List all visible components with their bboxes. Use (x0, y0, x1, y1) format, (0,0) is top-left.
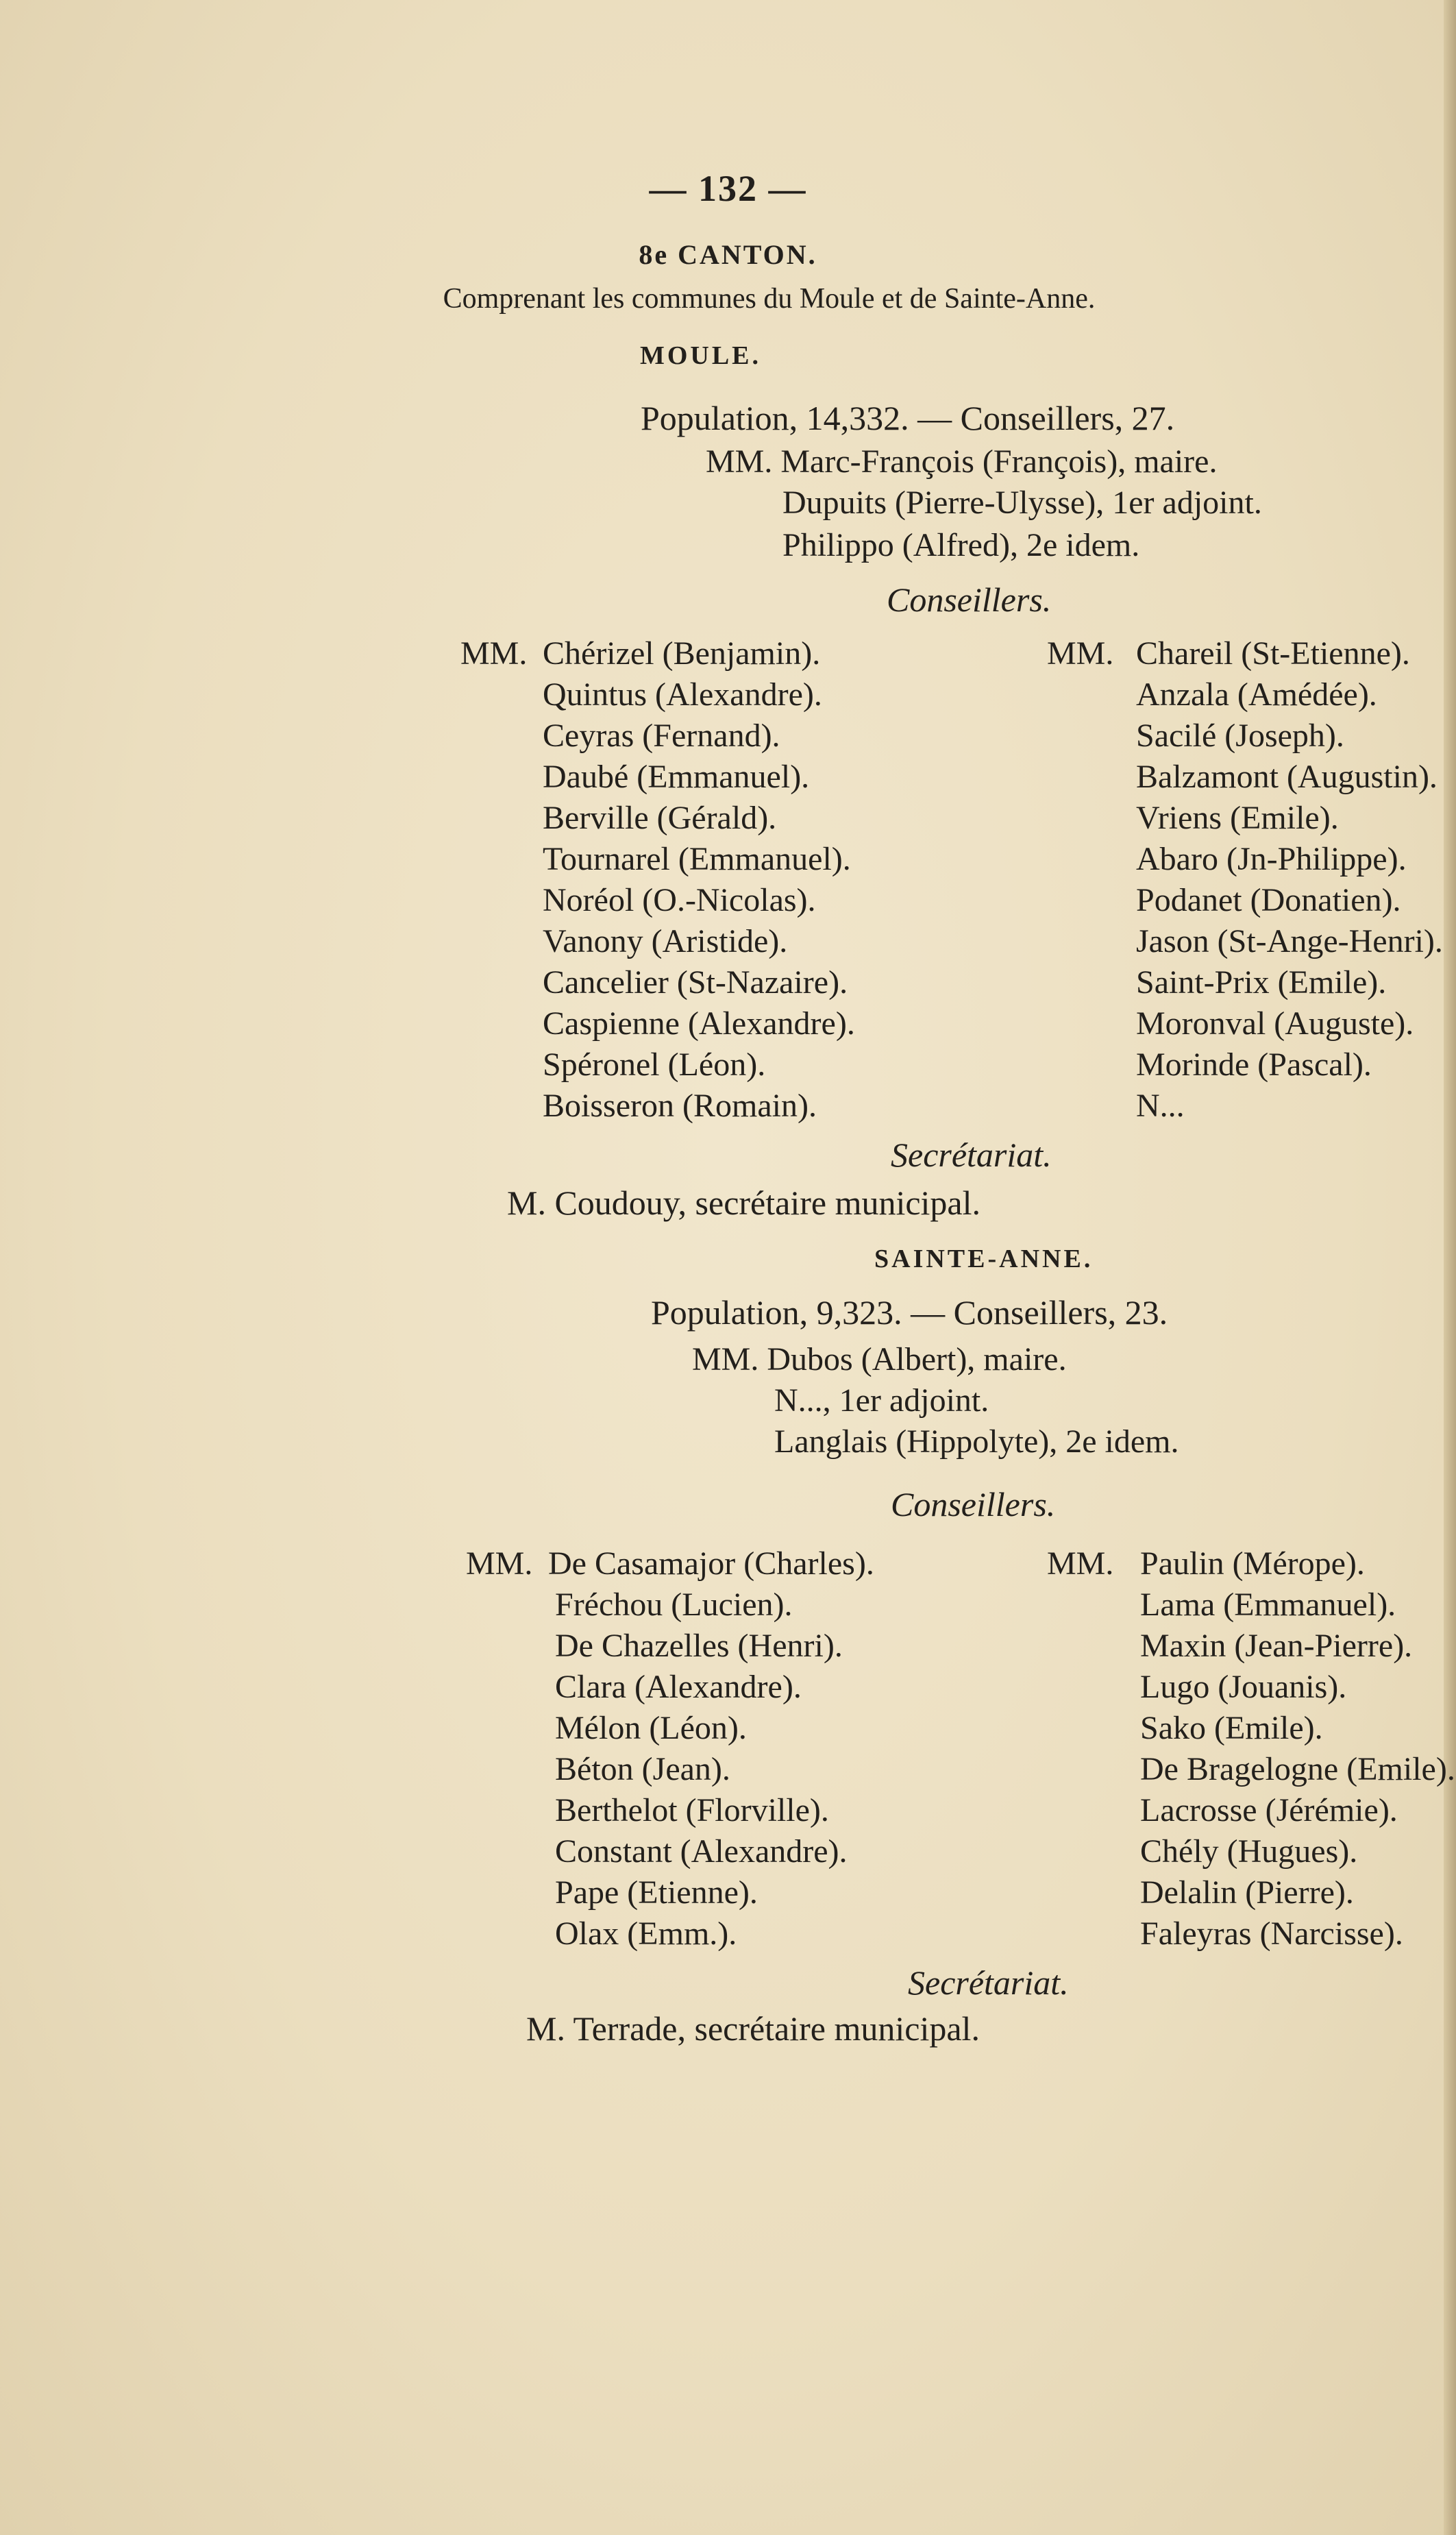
sainte-anne-left-01: De Casamajor (Charles). (548, 1545, 874, 1582)
sainte-anne-officer-maire: MM. Dubos (Albert), maire. (692, 1341, 1067, 1377)
moule-left-08: Vanony (Aristide). (543, 923, 788, 959)
sainte-anne-left-04: Clara (Alexandre). (555, 1669, 802, 1705)
moule-officer-maire: MM. Marc-François (François), maire. (706, 443, 1218, 480)
moule-population: Population, 14,332. — Conseillers, 27. (641, 399, 1175, 437)
moule-right-08: Jason (St-Ange-Henri). (1136, 923, 1443, 959)
sainte-anne-secretaire: M. Terrade, secrétaire municipal. (526, 2009, 980, 2048)
moule-left-11: Spéronel (Léon). (543, 1046, 766, 1083)
page-number: — 132 — (649, 168, 807, 209)
moule-conseillers-heading: Conseillers. (887, 580, 1052, 619)
sainte-anne-officer-adjoint1: N..., 1er adjoint. (774, 1382, 989, 1419)
sainte-anne-right-02: Lama (Emmanuel). (1140, 1587, 1396, 1623)
sainte-anne-left-08: Constant (Alexandre). (555, 1833, 848, 1870)
sainte-anne-right-10: Faleyras (Narcisse). (1140, 1915, 1403, 1952)
moule-left-07: Noréol (O.-Nicolas). (543, 882, 816, 918)
moule-left-04: Daubé (Emmanuel). (543, 759, 810, 795)
moule-left-01: Chérizel (Benjamin). (543, 635, 821, 672)
sainte-anne-right-09: Delalin (Pierre). (1140, 1874, 1354, 1911)
moule-right-11: Morinde (Pascal). (1136, 1046, 1372, 1083)
sainte-anne-right-07: Lacrosse (Jérémie). (1140, 1792, 1398, 1828)
commune-title-moule: MOULE. (639, 341, 762, 370)
sainte-anne-left-05: Mélon (Léon). (555, 1710, 747, 1746)
moule-left-05: Berville (Gérald). (543, 800, 777, 836)
sainte-anne-officer-adjoint2: Langlais (Hippolyte), 2e idem. (774, 1423, 1179, 1460)
moule-prefix-left: MM. (460, 635, 528, 672)
moule-left-02: Quintus (Alexandre). (543, 676, 822, 713)
page-edge (1444, 0, 1456, 2535)
canton-title: 8e CANTON. (639, 239, 817, 270)
moule-left-09: Cancelier (St-Nazaire). (543, 964, 848, 1001)
moule-left-10: Caspienne (Alexandre). (543, 1005, 855, 1042)
moule-right-04: Balzamont (Augustin). (1136, 759, 1438, 795)
sainte-anne-left-09: Pape (Etienne). (555, 1874, 758, 1911)
moule-left-03: Ceyras (Fernand). (543, 718, 780, 754)
moule-right-02: Anzala (Amédée). (1136, 676, 1377, 713)
sainte-anne-left-02: Fréchou (Lucien). (555, 1587, 793, 1623)
sainte-anne-population: Population, 9,323. — Conseillers, 23. (651, 1293, 1168, 1332)
sainte-anne-right-06: De Bragelogne (Emile). (1140, 1751, 1455, 1787)
moule-right-10: Moronval (Auguste). (1136, 1005, 1414, 1042)
sainte-anne-left-06: Béton (Jean). (555, 1751, 730, 1787)
sainte-anne-right-03: Maxin (Jean-Pierre). (1140, 1628, 1413, 1664)
sainte-anne-right-05: Sako (Emile). (1140, 1710, 1323, 1746)
moule-secretaire: M. Coudouy, secrétaire municipal. (507, 1184, 981, 1222)
moule-right-03: Sacilé (Joseph). (1136, 718, 1344, 754)
moule-left-06: Tournarel (Emmanuel). (543, 841, 851, 877)
moule-left-12: Boisseron (Romain). (543, 1088, 817, 1124)
sainte-anne-right-04: Lugo (Jouanis). (1140, 1669, 1347, 1705)
moule-officer-adjoint2: Philippo (Alfred), 2e idem. (782, 527, 1140, 563)
moule-secretariat-heading: Secrétariat. (891, 1136, 1052, 1174)
sainte-anne-left-03: De Chazelles (Henri). (555, 1628, 843, 1664)
moule-prefix-right: MM. (1047, 635, 1114, 672)
sainte-anne-secretariat-heading: Secrétariat. (908, 1963, 1069, 2002)
moule-right-09: Saint-Prix (Emile). (1136, 964, 1387, 1001)
moule-right-06: Abaro (Jn-Philippe). (1136, 841, 1407, 877)
moule-right-05: Vriens (Emile). (1136, 800, 1339, 836)
moule-right-01: Chareil (St-Etienne). (1136, 635, 1410, 672)
moule-right-07: Podanet (Donatien). (1136, 882, 1401, 918)
sainte-anne-right-01: Paulin (Mérope). (1140, 1545, 1365, 1582)
moule-officer-adjoint1: Dupuits (Pierre-Ulysse), 1er adjoint. (782, 485, 1262, 521)
canton-subtitle: Comprenant les communes du Moule et de Sainte-Anne. (443, 283, 1096, 315)
sainte-anne-prefix-right: MM. (1047, 1545, 1114, 1582)
sainte-anne-conseillers-heading: Conseillers. (891, 1485, 1056, 1523)
sainte-anne-left-07: Berthelot (Florville). (555, 1792, 829, 1828)
moule-right-12: N... (1136, 1088, 1185, 1124)
sainte-anne-prefix-left: MM. (466, 1545, 533, 1582)
sainte-anne-right-08: Chély (Hugues). (1140, 1833, 1358, 1870)
sainte-anne-left-10: Olax (Emm.). (555, 1915, 737, 1952)
commune-title-sainte-anne: SAINTE-ANNE. (874, 1245, 1094, 1273)
